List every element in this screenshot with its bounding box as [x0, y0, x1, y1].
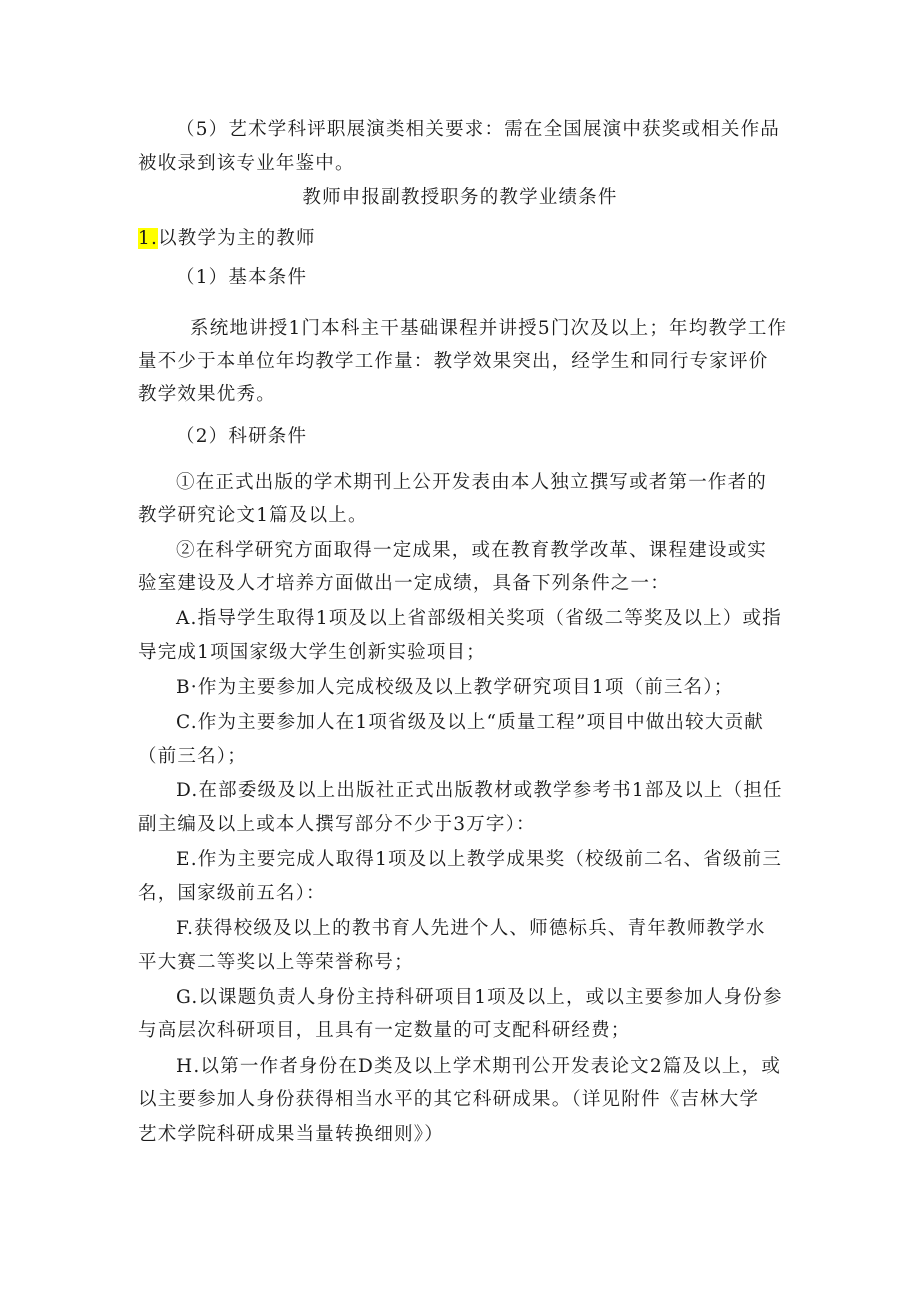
paragraph-line: 平大赛二等奖以上等荣誉称号；: [138, 952, 414, 973]
paragraph-line: 被收录到该专业年鉴中。: [138, 153, 355, 174]
highlighted-number: 1.: [138, 228, 159, 249]
list-item: E.作为主要完成人取得1项及以上教学成果奖（校级前二名、省级前三: [176, 849, 783, 870]
paragraph-line: 教学研究论文1篇及以上。: [138, 505, 368, 526]
list-item: F.获得校级及以上的教书育人先进个人、师德标兵、青年教师教学水: [176, 918, 766, 939]
paragraph-line: （5）艺术学科评职展演类相关要求：需在全国展演中获奖或相关作品: [176, 119, 780, 140]
paragraph-line: 量不少于本单位年均教学工作量：教学效果突出，经学生和同行专家评价: [138, 351, 769, 372]
subheading-research: （2）科研条件: [176, 426, 308, 447]
paragraph-line: ①在正式出版的学术期刊上公开发表由本人独立撰写或者第一作者的: [176, 472, 768, 493]
section-title: 教师申报副教授职务的教学业绩条件: [302, 187, 618, 208]
list-item: B·作为主要参加人完成校级及以上教学研究项目1项（前三名）；: [176, 677, 734, 698]
paragraph-line: 艺术学院科研成果当量转换细则》）: [138, 1124, 444, 1145]
list-item: C.作为主要参加人在1项省级及以上“质量工程”项目中做出较大贡献: [176, 712, 764, 733]
heading-text: 以教学为主的教师: [158, 228, 316, 249]
paragraph-line: ②在科学研究方面取得一定成果，或在教育教学改革、课程建设或实: [176, 540, 768, 561]
paragraph-line: 验室建设及人才培养方面做出一定成绩，具备下列条件之一：: [138, 573, 670, 594]
paragraph-line: 名，国家级前五名）：: [138, 883, 326, 904]
list-item: G.以课题负责人身份主持科研项目1项及以上，或以主要参加人身份参: [176, 987, 783, 1008]
paragraph-line: 导完成1项国家级大学生创新实验项目；: [138, 642, 486, 663]
subheading-basic: （1）基本条件: [176, 267, 308, 288]
paragraph-line: （前三名）；: [138, 746, 247, 767]
list-item: A.指导学生取得1项及以上省部级相关奖项（省级二等奖及以上）或指: [176, 608, 782, 629]
paragraph-line: 副主编及以上或本人撰写部分不少于3万字）：: [138, 814, 536, 835]
paragraph-line: 与高层次科研项目，且具有一定数量的可支配科研经费；: [138, 1020, 631, 1041]
paragraph-line: 系统地讲授1门本科主干基础课程并讲授5门次及以上；年均教学工作: [190, 318, 788, 339]
paragraph-line: 教学效果优秀。: [138, 384, 276, 405]
list-item: D.在部委级及以上出版社正式出版教材或教学参考书1部及以上（担任: [176, 780, 783, 801]
heading-line: [138, 226, 316, 252]
list-item: H.以第一作者身份在D类及以上学术期刊公开发表论文2篇及以上，或: [176, 1056, 782, 1077]
paragraph-line: 以主要参加人身份获得相当水平的其它科研成果。（详见附件《吉林大学: [138, 1089, 760, 1110]
